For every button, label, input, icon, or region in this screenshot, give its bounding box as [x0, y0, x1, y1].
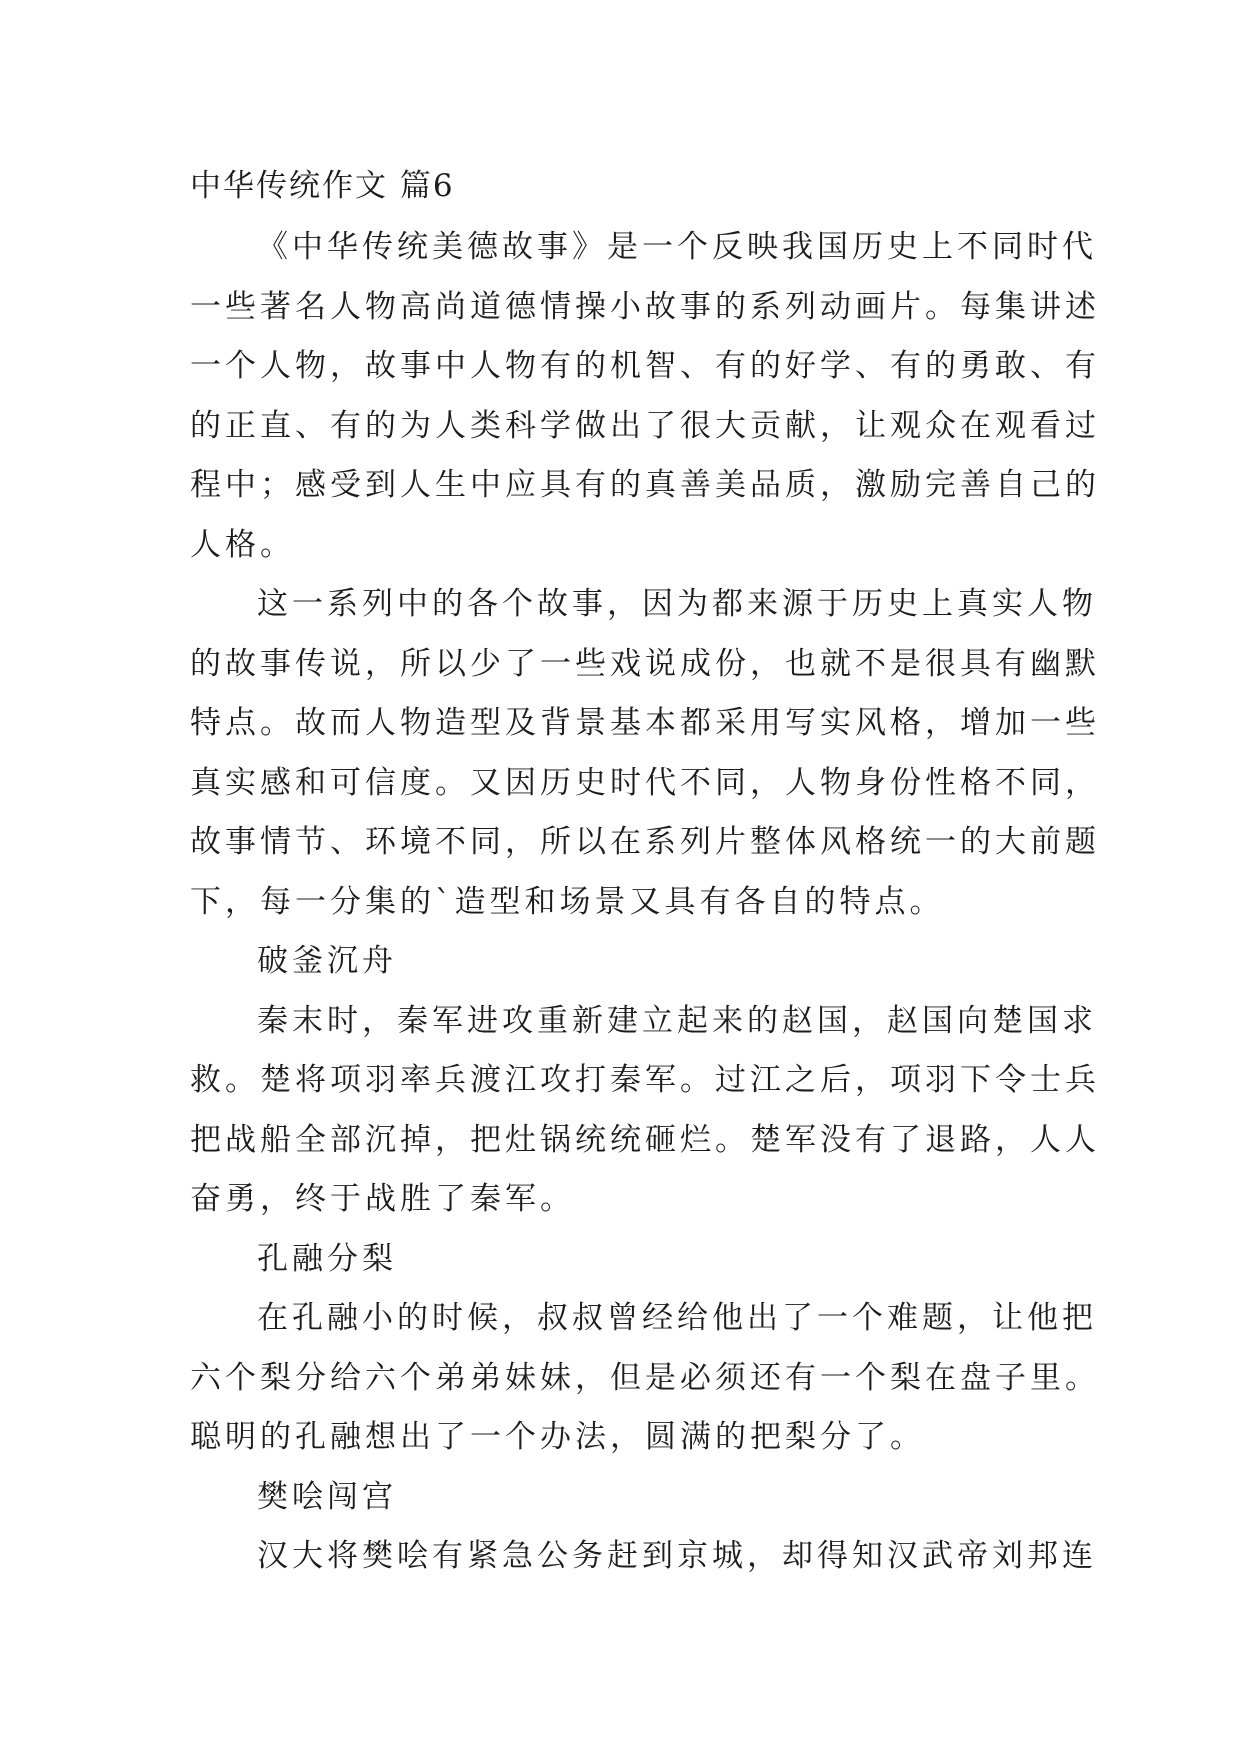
text-line: 特点。故而人物造型及背景基本都采用写实风格，增加一些 — [190, 705, 1100, 741]
section-heading — [190, 932, 1070, 992]
document-body — [190, 218, 1100, 1587]
text-line: 把战船全部沉掉，把灶锅统统砸烂。楚军没有了退路，人人 — [190, 1121, 1100, 1158]
section-heading — [190, 1230, 1070, 1290]
paragraph — [190, 992, 1100, 1230]
paragraph — [190, 218, 1100, 575]
paragraph — [190, 1289, 1100, 1468]
paragraph — [190, 1527, 1097, 1587]
text-line: 真实感和可信度。又因历史时代不同，人物身份性格不同， — [190, 764, 1100, 801]
text-line: 的正直、有的为人类科学做出了很大贡献，让观众在观看过 — [190, 407, 1100, 444]
text-line: 聪明的孔融想出了一个办法，圆满的把梨分了。 — [190, 1419, 925, 1455]
section-heading — [190, 1468, 1070, 1528]
text-line: 这一系列中的各个故事，因为都来源于历史上真实人物 — [257, 586, 1097, 622]
text-line: 程中；感受到人生中应具有的真善美品质，激励完善自己的 — [190, 467, 1100, 503]
heading-text: 樊哙闯宫 — [257, 1478, 397, 1515]
text-line: 故事情节、环境不同，所以在系列片整体风格统一的大前题 — [190, 824, 1100, 860]
text-line: 《中华传统美德故事》是一个反映我国历史上不同时代 — [257, 229, 1097, 265]
paragraph — [190, 575, 1100, 932]
text-line: 救。楚将项羽率兵渡江攻打秦军。过江之后，项羽下令士兵 — [190, 1062, 1100, 1098]
text-line: 一个人物，故事中人物有的机智、有的好学、有的勇敢、有 — [190, 348, 1100, 384]
text-line: 人格。 — [190, 526, 295, 563]
text-line: 的故事传说，所以少了一些戏说成份，也就不是很具有幽默 — [190, 645, 1100, 682]
text-line: 一些著名人物高尚道德情操小故事的系列动画片。每集讲述 — [190, 288, 1100, 325]
heading-text: 破釜沉舟 — [257, 943, 397, 979]
text-line: 秦末时，秦军进攻重新建立起来的赵国，赵国向楚国求 — [257, 1002, 1097, 1039]
text-line: 奋勇，终于战胜了秦军。 — [190, 1181, 575, 1217]
heading-text: 孔融分梨 — [257, 1240, 397, 1277]
text-line: 六个梨分给六个弟弟妹妹，但是必须还有一个梨在盘子里。 — [190, 1359, 1100, 1396]
text-line: 汉大将樊哙有紧急公务赶到京城，却得知汉武帝刘邦连 — [257, 1538, 1097, 1574]
document-title: 中华传统作文 篇6 — [190, 168, 455, 204]
text-line: 下，每一分集的`造型和场景又具有各自的特点。 — [190, 883, 945, 920]
text-line: 在孔融小的时候，叔叔曾经给他出了一个难题，让他把 — [257, 1300, 1097, 1336]
